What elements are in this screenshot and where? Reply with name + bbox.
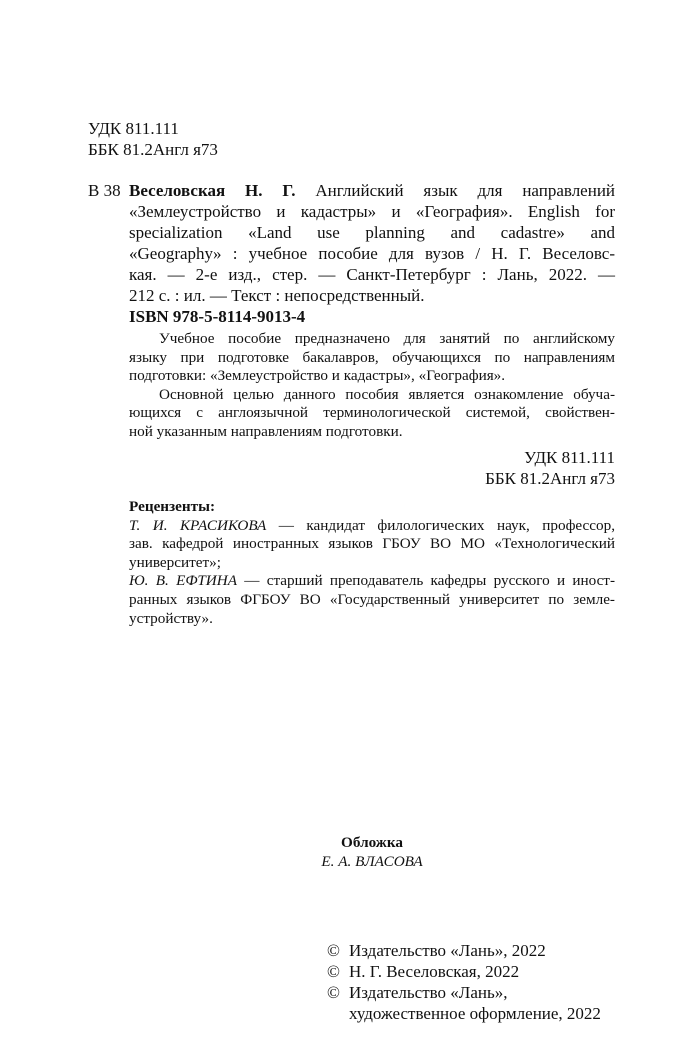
annotation-line: ющихся с англоязычной терминологической системой, свойствен- <box>129 404 615 422</box>
copyright-block <box>327 940 601 1024</box>
cover-credit <box>129 834 615 871</box>
cover-designer: Е. А. ВЛАСОВА <box>321 852 423 870</box>
annotation-line: Основной целью данного пособия является ознакомление обуча- <box>159 385 615 403</box>
udk-block-bottom <box>455 447 615 489</box>
copyright-text: художественное оформление, 2022 <box>349 1004 601 1023</box>
entry-line: 212 с. : ил. — Текст : непосредственный. <box>129 286 425 305</box>
copyright-text: Н. Г. Веселовская, 2022 <box>349 962 520 981</box>
entry-author: Веселовская Н. Г. <box>129 181 296 200</box>
reviewers <box>129 498 615 628</box>
bbk-code: ББК 81.2Англ я73 <box>88 140 218 159</box>
reviewer-text: — старший преподаватель кафедры русского и иност- <box>237 572 616 590</box>
entry-line: «Geography» : учебное пособие для вузов / Н. Г. Веселовс- <box>129 244 615 263</box>
author-code: В 38 <box>88 181 121 200</box>
cover-title: Обложка <box>341 834 403 851</box>
annotation-line: Учебное пособие предназначено для занятий по английскому <box>159 330 615 347</box>
entry-line-rest: Английский язык для направлений <box>315 181 616 200</box>
udk-code: УДК 811.111 <box>88 119 179 138</box>
copyright-line <box>327 961 601 982</box>
udk-code: УДК 811.111 <box>524 448 615 467</box>
copyright-line <box>327 982 601 1003</box>
copyright-text: Издательство «Лань», 2022 <box>349 941 546 960</box>
annotation-line: языку при подготовке бакалавров, обучающихся по направлениям <box>129 348 615 366</box>
entry-line <box>129 180 615 201</box>
copyright-spacer <box>327 1003 349 1024</box>
copyright-icon: © <box>327 983 340 1002</box>
entry-line: «Землеустройство и кадастры» и «География». English for <box>129 202 615 221</box>
annotation-line: ной указанным направлениям подготовки. <box>129 422 403 440</box>
reviewers-title: Рецензенты: <box>129 498 216 515</box>
copyright-icon: © <box>327 962 340 981</box>
annotation-line: подготовки: «Землеустройство и кадастры», «География». <box>129 367 506 385</box>
entry-line: specialization «Land use planning and cadastre» and <box>129 223 615 242</box>
copyright-text: Издательство «Лань», <box>349 983 508 1002</box>
entry-line: кая. — 2-е изд., стер. — Санкт-Петербург : Лань, 2022. — <box>129 265 615 284</box>
reviewer-name: Т. И. КРАСИКОВА <box>129 516 267 534</box>
bbk-code: ББК 81.2Англ я73 <box>485 469 615 488</box>
isbn: ISBN 978-5-8114-9013-4 <box>129 307 306 326</box>
reviewer-name: Ю. В. ЕФТИНА <box>129 572 238 590</box>
reviewer-line: устройству». <box>129 609 213 627</box>
reviewer-line <box>129 517 615 536</box>
copyright-line <box>327 940 601 961</box>
reviewer-line <box>129 572 615 591</box>
reviewer-line: университет»; <box>129 553 221 571</box>
reviewer-line: ранных языков ФГБОУ ВО «Государственный университет по земле- <box>129 590 615 608</box>
reviewer-text: — кандидат филологических наук, профессор, <box>266 516 615 534</box>
reviewer-line: зав. кафедрой иностранных языков ГБОУ ВО МО «Технологический <box>129 535 615 553</box>
copyright-icon: © <box>327 941 340 960</box>
udk-block-top <box>88 118 218 160</box>
copyright-line <box>327 1003 601 1024</box>
annotation <box>129 330 615 442</box>
bibliographic-entry <box>129 180 615 306</box>
